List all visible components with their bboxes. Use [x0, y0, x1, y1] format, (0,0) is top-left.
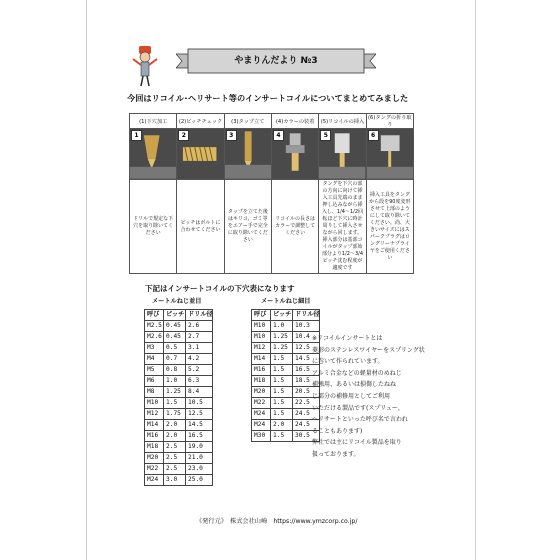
column-header: ドリル径 — [186, 310, 213, 321]
note-line: いただける製品です(スプリュー、 — [312, 404, 404, 412]
table-row — [252, 321, 320, 332]
table-cell: 0.5 — [164, 343, 186, 354]
table-row — [252, 354, 320, 365]
table-row — [252, 387, 320, 398]
table-cell: M16 — [145, 431, 164, 442]
table-cell: M14 — [145, 420, 164, 431]
table-cell: M12 — [252, 343, 271, 354]
step-image-pitch-check — [177, 129, 224, 180]
table-row — [145, 332, 213, 343]
table-cell: M10 — [145, 398, 164, 409]
table-cell: M22 — [145, 464, 164, 475]
coarse-thread-table — [144, 309, 213, 486]
table-row — [145, 431, 213, 442]
step-number: 1 — [131, 130, 142, 141]
table-header-row — [252, 310, 320, 321]
note-line: じ部分の補修用としてご利用 — [312, 392, 391, 400]
column-header: ピッチ — [271, 310, 293, 321]
table-cell: 0.8 — [164, 365, 186, 376]
step-text: ドリルで規定な下穴を取り除いてください — [130, 180, 177, 274]
step-image-collar — [271, 129, 318, 180]
table-row — [145, 354, 213, 365]
column-header: ピッチ — [164, 310, 186, 321]
table-row — [252, 431, 320, 442]
table-cell: 14.5 — [293, 354, 320, 365]
note-line: 菱形のステンレスワイヤーをスプリング状 — [312, 346, 425, 354]
table-cell: 5.2 — [186, 365, 213, 376]
table-cell: 8.4 — [186, 387, 213, 398]
fine-table-title: メートルねじ細目 — [261, 298, 311, 305]
note-line: に巻いて作られています。 — [312, 358, 384, 366]
publisher-footer: 《発行元》 株式会社山崎 https://www.ymzcorp.co.jp/ — [196, 518, 358, 525]
step-text: リコイルの長さはカラーで調整してください — [271, 180, 318, 274]
step-number: 6 — [368, 130, 379, 141]
step-text: ピッチはボルトに合わせてください — [177, 180, 224, 274]
step-image-tapping — [224, 129, 271, 180]
step-image-insertion — [319, 129, 366, 180]
insert-coil-note — [312, 333, 442, 461]
table-cell: 1.5 — [271, 354, 293, 365]
table-cell: 3.1 — [186, 343, 213, 354]
column-header: 呼び — [145, 310, 164, 321]
table-cell: 1.0 — [271, 321, 293, 332]
coarse-table-title: メートルねじ並目 — [152, 298, 202, 305]
steps-label-row — [130, 114, 414, 129]
step-label: (2)ピッチチェック — [177, 114, 224, 129]
table-cell: 1.5 — [271, 409, 293, 420]
headline: 今回はリコイル･ヘリサート等のインサートコイルについてまとめてみました — [127, 93, 409, 103]
table-cell: M24 — [252, 409, 271, 420]
table-cell: M12 — [145, 409, 164, 420]
table-cell: 2.0 — [164, 431, 186, 442]
step-label: (6)タングの折り取り — [368, 115, 412, 128]
table-cell: M24 — [145, 475, 164, 486]
steps-text-row — [130, 180, 414, 274]
table-cell: 18.5 — [293, 376, 320, 387]
table-cell: M24 — [252, 420, 271, 431]
step-image-tang-break — [366, 129, 413, 180]
table-cell: M2.5 — [145, 321, 164, 332]
note-line: 弊社では主にリコイル製品を取り — [312, 439, 402, 447]
step-number: 5 — [320, 130, 331, 141]
table-cell: M14 — [252, 354, 271, 365]
table-row — [145, 475, 213, 486]
table-cell: 10.3 — [293, 321, 320, 332]
table-cell: M20 — [145, 453, 164, 464]
table-cell: M22 — [252, 398, 271, 409]
table-cell: 1.25 — [164, 387, 186, 398]
table-row — [145, 453, 213, 464]
step-image-drilling — [130, 129, 177, 180]
table-cell: 10.5 — [186, 398, 213, 409]
note-line: ヘリサートといった呼び名で言われ — [312, 416, 408, 424]
table-cell: 1.25 — [271, 332, 293, 343]
table-cell: 16.5 — [293, 365, 320, 376]
table-cell: 1.5 — [164, 398, 186, 409]
note-line: 扱っております。 — [312, 450, 360, 458]
table-cell: M5 — [145, 365, 164, 376]
table-row — [252, 376, 320, 387]
step-label: (4)カラーの装着 — [271, 114, 318, 129]
process-steps-table — [129, 113, 414, 274]
table-cell: 2.5 — [164, 442, 186, 453]
table-cell: 0.7 — [164, 354, 186, 365]
table-row — [252, 409, 320, 420]
table-row — [252, 343, 320, 354]
table-row — [145, 321, 213, 332]
table-row — [145, 365, 213, 376]
table-cell: 2.5 — [164, 464, 186, 475]
table-cell: 2.5 — [164, 453, 186, 464]
note-line: ※リコイルインサートとは — [312, 335, 383, 342]
column-header: 呼び — [252, 310, 271, 321]
table-cell: 0.45 — [164, 321, 186, 332]
table-row — [145, 464, 213, 475]
step-text: 挿入工具をタングから段を90度変形させて上部のようにして取り除いてください。尚、大きいサイズにはスパークプラグはロングリーナプライヤをご使用ください — [366, 180, 413, 274]
table-cell: 23.0 — [186, 464, 213, 475]
table-cell: M6 — [145, 376, 164, 387]
table-cell: 4.2 — [186, 354, 213, 365]
table-header-row — [145, 310, 213, 321]
table-cell: 6.3 — [186, 376, 213, 387]
table-row — [252, 332, 320, 343]
steps-image-row — [130, 129, 414, 180]
table-cell: M4 — [145, 354, 164, 365]
step-number: 2 — [178, 130, 189, 141]
table-cell: M30 — [252, 431, 271, 442]
table-cell: M2.6 — [145, 332, 164, 343]
step-number: 4 — [273, 130, 284, 141]
table-cell: 2.0 — [271, 420, 293, 431]
note-line: アルミ合金などの軽量材のめねじ — [312, 369, 402, 377]
table-cell: M20 — [252, 387, 271, 398]
step-text: タングを下穴の部の方向に向けて挿入工具先端のまま押し込みながら挿入し、1/4～1/2回転ほど下穴に時計周りして挿入させながら回します。挿入部分は基部コイルがタップ部始部分より1/2～3/4ピッチ沈む程度が適度です — [319, 180, 366, 274]
table-cell: 21.0 — [186, 453, 213, 464]
table-intro: 下記はインサートコイルの下穴表になります — [145, 284, 295, 293]
table-cell: M16 — [252, 365, 271, 376]
table-cell: 16.5 — [186, 431, 213, 442]
table-cell: 1.5 — [271, 365, 293, 376]
table-cell: 12.5 — [293, 343, 320, 354]
column-header: ドリル径 — [293, 310, 320, 321]
table-cell: 2.6 — [186, 321, 213, 332]
table-row — [145, 387, 213, 398]
table-cell: 3.0 — [164, 475, 186, 486]
table-cell: 2.7 — [186, 332, 213, 343]
table-row — [145, 420, 213, 431]
table-cell: M10 — [252, 321, 271, 332]
table-cell: 1.5 — [271, 376, 293, 387]
table-cell: 2.0 — [164, 420, 186, 431]
table-cell: 30.5 — [293, 431, 320, 442]
note-line: ることもあります) — [312, 427, 363, 435]
table-cell: M10 — [252, 332, 271, 343]
table-cell: 22.5 — [293, 398, 320, 409]
table-cell: 12.5 — [186, 409, 213, 420]
table-cell: M8 — [145, 387, 164, 398]
table-cell: 1.75 — [164, 409, 186, 420]
table-cell: 14.5 — [186, 420, 213, 431]
table-row — [252, 398, 320, 409]
table-row — [252, 420, 320, 431]
step-label: (1)下穴加工 — [130, 114, 177, 129]
note-line: 補強用、あるいは損傷したねね — [312, 381, 397, 389]
step-text: タップを立てた後はキリコ、ゴミ等をエアー手で完全に取り除いてください — [224, 180, 271, 274]
table-cell: M18 — [252, 376, 271, 387]
table-cell: 1.5 — [271, 431, 293, 442]
table-cell: 10.4 — [293, 332, 320, 343]
mascot-illustration — [130, 42, 160, 88]
banner-title: やまりんだより №3 — [234, 56, 318, 66]
step-number: 3 — [226, 130, 237, 141]
table-cell: 0.45 — [164, 332, 186, 343]
table-row — [252, 365, 320, 376]
table-cell: 24.5 — [293, 420, 320, 431]
table-cell: 1.0 — [164, 376, 186, 387]
table-row — [145, 442, 213, 453]
table-row — [145, 398, 213, 409]
table-cell: 20.5 — [293, 387, 320, 398]
table-cell: 1.5 — [271, 387, 293, 398]
table-row — [145, 343, 213, 354]
table-cell: 1.25 — [271, 343, 293, 354]
table-cell: 24.5 — [293, 409, 320, 420]
fine-thread-table — [251, 309, 320, 442]
step-label: (5)リコイルの挿入 — [319, 114, 366, 129]
table-cell: M3 — [145, 343, 164, 354]
table-row — [145, 376, 213, 387]
table-cell: 25.0 — [186, 475, 213, 486]
table-cell: 19.0 — [186, 442, 213, 453]
table-cell: 1.5 — [271, 398, 293, 409]
table-cell: M18 — [145, 442, 164, 453]
step-label: (3)タップ立て — [224, 114, 271, 129]
table-row — [145, 409, 213, 420]
